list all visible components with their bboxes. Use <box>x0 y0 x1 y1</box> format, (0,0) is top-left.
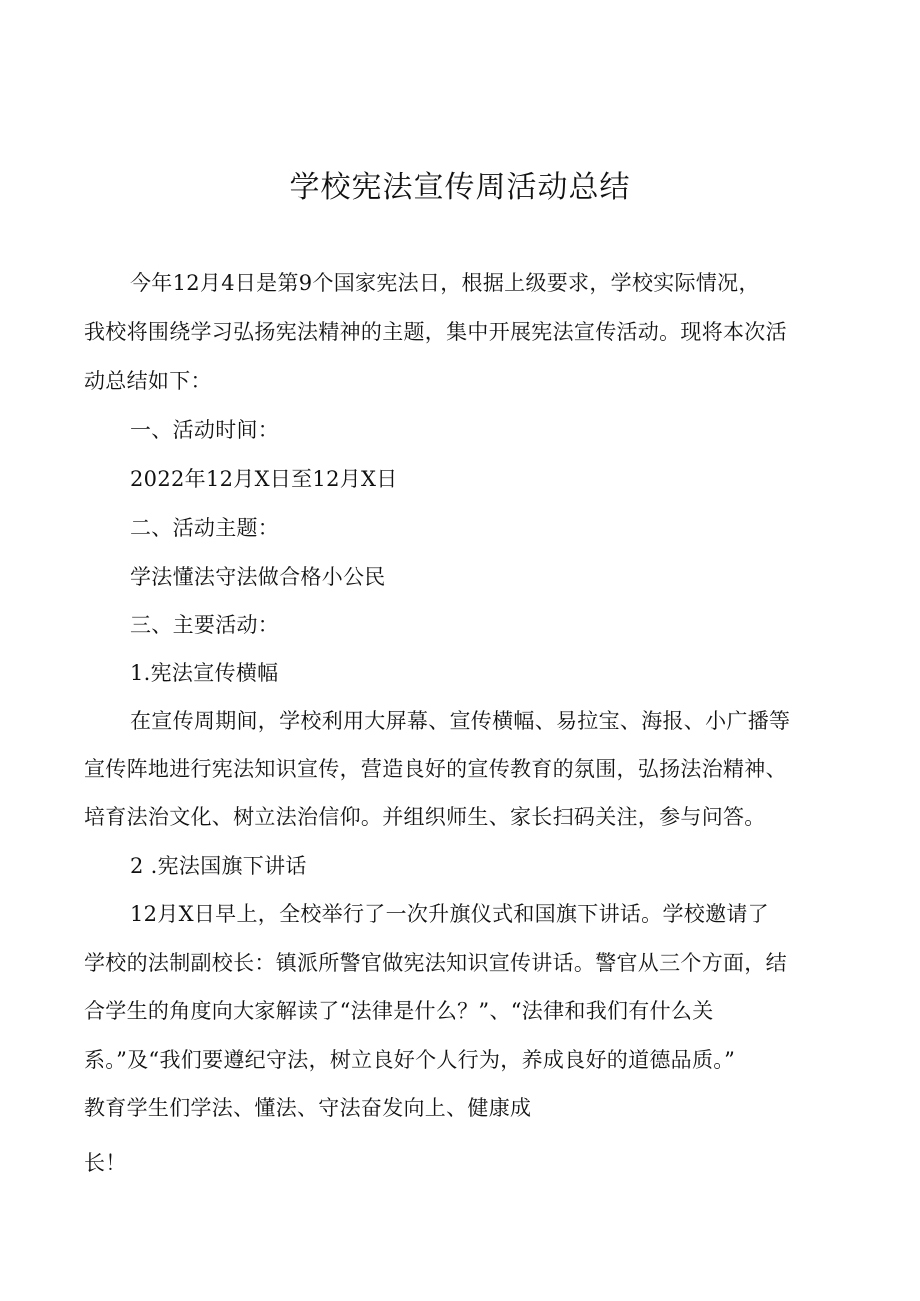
paragraph-intro-line-2: 我校将围绕学习弘扬宪法精神的主题，集中开展宪法宣传活动。现将本次活 <box>84 320 787 344</box>
paragraph-speech-line-2: 学校的法制副校长：镇派所警官做宪法知识宣传讲话。警官从三个方面，结 <box>84 951 787 975</box>
paragraph-speech-line-4: 系。”及“我们要遵纪守法，树立良好个人行为，养成良好的道德品质。” <box>84 1048 736 1072</box>
section-heading-time: 一、活动时间： <box>130 418 280 442</box>
paragraph-banner-line-2: 宣传阵地进行宪法知识宣传，营造良好的宣传教育的氛围，弘扬法治精神、 <box>84 757 787 781</box>
paragraph-speech-line-5: 教育学生们学法、懂法、守法奋发向上、健康成 <box>84 1096 532 1120</box>
paragraph-intro-line-3: 动总结如下： <box>84 369 212 393</box>
paragraph-speech-line-1: 12月X日早上，全校举行了一次升旗仪式和国旗下讲话。学校邀请了 <box>130 902 769 926</box>
subheading-banner: 1.宪法宣传横幅 <box>130 661 279 685</box>
document-title: 学校宪法宣传周活动总结 <box>289 170 631 205</box>
paragraph-speech-line-3: 合学生的角度向大家解读了“法律是什么？”、“法律和我们有什么关 <box>84 999 714 1023</box>
paragraph-banner-line-1: 在宣传周期间，学校利用大屏幕、宣传横幅、易拉宝、海报、小广播等 <box>130 709 791 733</box>
activity-time-value: 2022年12月X日至12月X日 <box>130 467 398 491</box>
paragraph-banner-line-3: 培育法治文化、树立法治信仰。并组织师生、家长扫码关注，参与问答。 <box>84 805 766 829</box>
paragraph-speech-line-6: 长！ <box>84 1151 127 1175</box>
section-heading-theme: 二、活动主题： <box>130 516 280 540</box>
paragraph-intro-line-1: 今年12月4日是第9个国家宪法日，根据上级要求，学校实际情况， <box>130 271 760 295</box>
activity-theme-value: 学法懂法守法做合格小公民 <box>130 565 386 589</box>
section-heading-main-activities: 三、主要活动： <box>130 613 280 637</box>
subheading-flag-speech: 2 .宪法国旗下讲话 <box>130 854 307 878</box>
